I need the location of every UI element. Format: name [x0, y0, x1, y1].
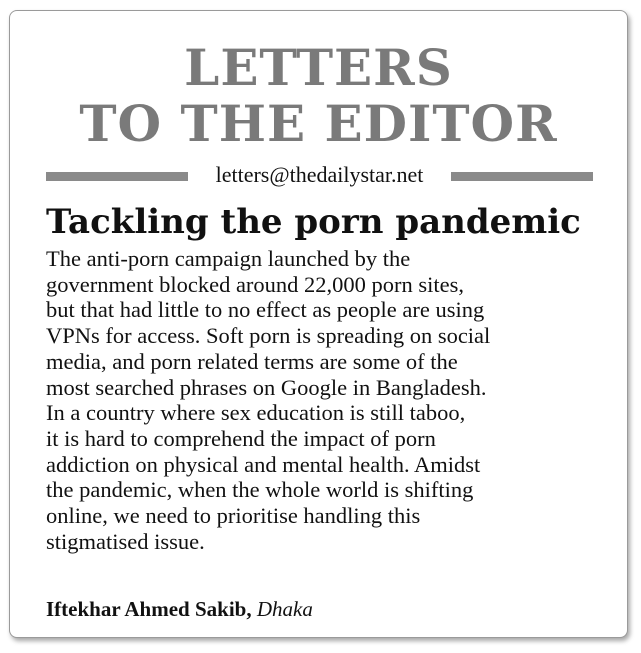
body-line: In a country where sex education is still taboo, [46, 400, 466, 426]
editor-email: letters@thedailystar.net [215, 162, 424, 187]
body-line: most searched phrases on Google in Bangladesh. [46, 374, 487, 400]
letter-headline: Tackling the porn pandemic [46, 202, 581, 242]
masthead-line-1: LETTERS [184, 38, 453, 97]
body-line: but that had little to no effect as people are using [46, 297, 485, 323]
letter-card [9, 10, 628, 638]
masthead-line-2: TO THE EDITOR [79, 94, 558, 153]
divider-bar-left [46, 172, 188, 181]
body-line: the pandemic, when the whole world is shifting [46, 477, 474, 503]
body-line: government blocked around 22,000 porn sites, [46, 271, 465, 297]
body-line: online, we need to prioritise handling this [46, 503, 421, 529]
body-line: it is hard to comprehend the impact of porn [46, 425, 436, 451]
letter-body [46, 246, 606, 554]
body-line: media, and porn related terms are some of the [46, 348, 458, 374]
author-name: Iftekhar Ahmed Sakib, [46, 597, 252, 621]
body-line: addiction on physical and mental health. Amidst [46, 451, 481, 477]
author-location: Dhaka [256, 597, 313, 621]
body-line: The anti-porn campaign launched by the [46, 246, 411, 271]
divider-bar-right [451, 172, 593, 181]
body-line: stigmatised issue. [46, 528, 205, 554]
body-line: VPNs for access. Soft porn is spreading on social [46, 323, 491, 349]
letter-signature [46, 596, 606, 622]
email-row [46, 163, 593, 187]
